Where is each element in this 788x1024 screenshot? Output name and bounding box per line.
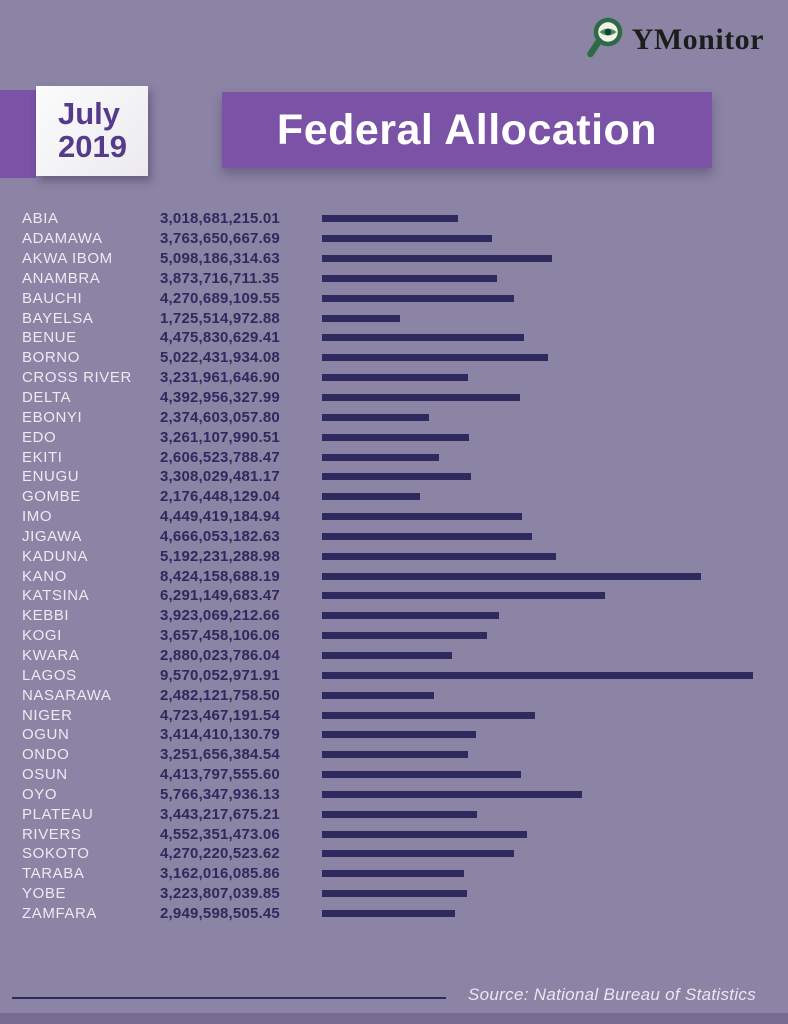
allocation-value: 3,923,069,212.66 (160, 607, 280, 625)
state-label: BAYELSA (22, 309, 94, 327)
chart-row (0, 447, 788, 467)
bar-track (322, 235, 788, 242)
chart-row (0, 348, 788, 368)
state-label: YOBE (22, 885, 67, 903)
allocation-value: 4,392,956,327.99 (160, 389, 280, 407)
allocation-bar (322, 612, 499, 619)
bar-track (322, 295, 788, 302)
state-label: EDO (22, 428, 57, 446)
bar-track (322, 811, 788, 818)
allocation-bar (322, 295, 514, 302)
allocation-bar (322, 553, 556, 560)
allocation-value: 4,270,220,523.62 (160, 845, 280, 863)
allocation-value: 5,192,231,288.98 (160, 547, 280, 565)
allocation-value: 3,873,716,711.35 (160, 269, 280, 287)
state-label: RIVERS (22, 825, 82, 843)
allocation-bar (322, 235, 492, 242)
allocation-bar (322, 632, 487, 639)
chart-row (0, 308, 788, 328)
allocation-chart (0, 209, 788, 923)
state-label: OGUN (22, 726, 70, 744)
chart-row (0, 229, 788, 249)
allocation-bar (322, 374, 468, 381)
allocation-value: 4,270,689,109.55 (160, 289, 280, 307)
allocation-value: 3,018,681,215.01 (160, 210, 280, 228)
bar-track (322, 473, 788, 480)
allocation-bar (322, 791, 582, 798)
allocation-value: 4,449,419,184.94 (160, 508, 280, 526)
bar-track (322, 215, 788, 222)
state-label: BORNO (22, 349, 81, 367)
page-title: Federal Allocation (276, 105, 658, 154)
bar-track (322, 592, 788, 599)
period-month: July (58, 96, 121, 132)
chart-row (0, 745, 788, 765)
period-card (36, 86, 148, 176)
bar-track (322, 255, 788, 262)
title-banner (222, 92, 712, 168)
chart-row (0, 864, 788, 884)
state-label: LAGOS (22, 666, 77, 684)
chart-row (0, 527, 788, 547)
bar-track (322, 890, 788, 897)
bottom-bar (0, 1013, 788, 1024)
state-label: ENUGU (22, 468, 80, 486)
allocation-bar (322, 692, 434, 699)
bar-track (322, 712, 788, 719)
allocation-value: 2,949,598,505.45 (160, 904, 280, 922)
bar-track (322, 632, 788, 639)
bar-track (322, 414, 788, 421)
allocation-bar (322, 255, 552, 262)
bar-track (322, 493, 788, 500)
logo-text: YMonitor (631, 23, 764, 56)
allocation-bar (322, 652, 452, 659)
allocation-bar (322, 811, 477, 818)
state-label: EBONYI (22, 408, 83, 426)
state-label: KATSINA (22, 587, 90, 605)
state-label: NIGER (22, 706, 73, 724)
allocation-value: 4,666,053,182.63 (160, 527, 280, 545)
allocation-value: 6,291,149,683.47 (160, 587, 280, 605)
state-label: DELTA (22, 389, 72, 407)
allocation-value: 3,162,016,085.86 (160, 865, 280, 883)
allocation-bar (322, 315, 400, 322)
chart-row (0, 249, 788, 269)
bar-track (322, 454, 788, 461)
state-label: AKWA IBOM (22, 250, 113, 268)
state-label: KOGI (22, 627, 62, 645)
allocation-value: 3,414,410,130.79 (160, 726, 280, 744)
chart-row (0, 586, 788, 606)
state-label: OYO (22, 785, 58, 803)
bar-track (322, 791, 788, 798)
bar-track (322, 910, 788, 917)
chart-row (0, 328, 788, 348)
allocation-value: 5,766,347,936.13 (160, 785, 280, 803)
allocation-value: 5,022,431,934.08 (160, 349, 280, 367)
bar-track (322, 612, 788, 619)
state-label: ABIA (22, 210, 59, 228)
state-label: EKITI (22, 448, 63, 466)
allocation-value: 3,763,650,667.69 (160, 230, 280, 248)
state-label: ADAMAWA (22, 230, 103, 248)
chart-row (0, 784, 788, 804)
allocation-bar (322, 414, 429, 421)
allocation-value: 4,552,351,473.06 (160, 825, 280, 843)
bar-track (322, 831, 788, 838)
chart-row (0, 269, 788, 289)
allocation-value: 3,657,458,106.06 (160, 627, 280, 645)
allocation-value: 8,424,158,688.19 (160, 567, 280, 585)
magnifier-eye-icon (583, 14, 635, 66)
allocation-value: 5,098,186,314.63 (160, 250, 280, 268)
chart-row (0, 606, 788, 626)
chart-row (0, 388, 788, 408)
allocation-value: 3,308,029,481.17 (160, 468, 280, 486)
state-label: JIGAWA (22, 527, 82, 545)
chart-row (0, 546, 788, 566)
allocation-value: 3,231,961,646.90 (160, 369, 280, 387)
bar-track (322, 751, 788, 758)
bar-track (322, 354, 788, 361)
bar-track (322, 394, 788, 401)
chart-row (0, 427, 788, 447)
bar-track (322, 434, 788, 441)
state-label: KADUNA (22, 547, 89, 565)
state-label: KANO (22, 567, 67, 585)
chart-row (0, 646, 788, 666)
allocation-bar (322, 334, 524, 341)
allocation-bar (322, 751, 468, 758)
allocation-bar (322, 731, 476, 738)
bar-track (322, 850, 788, 857)
bar-track (322, 374, 788, 381)
chart-row (0, 685, 788, 705)
allocation-value: 4,475,830,629.41 (160, 329, 280, 347)
allocation-bar (322, 434, 469, 441)
period-year: 2019 (58, 129, 127, 164)
state-label: ZAMFARA (22, 904, 98, 922)
chart-row (0, 407, 788, 427)
allocation-bar (322, 910, 455, 917)
bar-track (322, 731, 788, 738)
allocation-value: 2,176,448,129.04 (160, 488, 280, 506)
chart-row (0, 765, 788, 785)
chart-row (0, 844, 788, 864)
state-label: IMO (22, 508, 53, 526)
state-label: BENUE (22, 329, 77, 347)
allocation-value: 4,413,797,555.60 (160, 766, 280, 784)
chart-row (0, 665, 788, 685)
allocation-bar (322, 672, 753, 679)
allocation-bar (322, 394, 520, 401)
allocation-value: 9,570,052,971.91 (160, 666, 280, 684)
bar-track (322, 275, 788, 282)
chart-row (0, 705, 788, 725)
allocation-bar (322, 712, 535, 719)
allocation-bar (322, 592, 605, 599)
chart-row (0, 487, 788, 507)
allocation-bar (322, 573, 701, 580)
chart-row (0, 904, 788, 924)
allocation-value: 3,261,107,990.51 (160, 428, 280, 446)
state-label: OSUN (22, 766, 68, 784)
chart-row (0, 209, 788, 229)
allocation-value: 3,443,217,675.21 (160, 805, 280, 823)
allocation-value: 4,723,467,191.54 (160, 706, 280, 724)
allocation-value: 2,880,023,786.04 (160, 646, 280, 664)
bar-track (322, 334, 788, 341)
allocation-bar (322, 454, 439, 461)
allocation-value: 1,725,514,972.88 (160, 309, 280, 327)
bar-track (322, 513, 788, 520)
chart-row (0, 824, 788, 844)
allocation-value: 3,223,807,039.85 (160, 885, 280, 903)
bar-track (322, 672, 788, 679)
allocation-bar (322, 493, 420, 500)
bar-track (322, 870, 788, 877)
bar-track (322, 315, 788, 322)
allocation-bar (322, 275, 497, 282)
allocation-bar (322, 870, 464, 877)
allocation-bar (322, 831, 527, 838)
state-label: NASARAWA (22, 686, 112, 704)
state-label: TARABA (22, 865, 85, 883)
bar-track (322, 771, 788, 778)
allocation-bar (322, 771, 521, 778)
allocation-bar (322, 473, 471, 480)
state-label: GOMBE (22, 488, 81, 506)
state-label: CROSS RIVER (22, 369, 132, 387)
chart-row (0, 884, 788, 904)
bar-track (322, 692, 788, 699)
chart-row (0, 626, 788, 646)
chart-row (0, 368, 788, 388)
allocation-value: 3,251,656,384.54 (160, 746, 280, 764)
allocation-bar (322, 215, 458, 222)
period-strip (0, 90, 36, 178)
chart-row (0, 804, 788, 824)
chart-row (0, 467, 788, 487)
allocation-bar (322, 890, 467, 897)
state-label: BAUCHI (22, 289, 83, 307)
allocation-bar (322, 354, 548, 361)
state-label: SOKOTO (22, 845, 90, 863)
source-divider (12, 997, 446, 999)
bar-track (322, 553, 788, 560)
bar-track (322, 573, 788, 580)
chart-row (0, 507, 788, 527)
chart-row (0, 288, 788, 308)
allocation-value: 2,374,603,057.80 (160, 408, 280, 426)
allocation-value: 2,606,523,788.47 (160, 448, 280, 466)
chart-row (0, 566, 788, 586)
logo (583, 14, 764, 66)
allocation-bar (322, 850, 514, 857)
state-label: ONDO (22, 746, 70, 764)
allocation-value: 2,482,121,758.50 (160, 686, 280, 704)
state-label: KWARA (22, 646, 80, 664)
chart-row (0, 725, 788, 745)
state-label: PLATEAU (22, 805, 94, 823)
state-label: KEBBI (22, 607, 70, 625)
allocation-bar (322, 533, 532, 540)
state-label: ANAMBRA (22, 269, 101, 287)
bar-track (322, 652, 788, 659)
allocation-bar (322, 513, 522, 520)
source-text: Source: National Bureau of Statistics (468, 985, 756, 1004)
bar-track (322, 533, 788, 540)
